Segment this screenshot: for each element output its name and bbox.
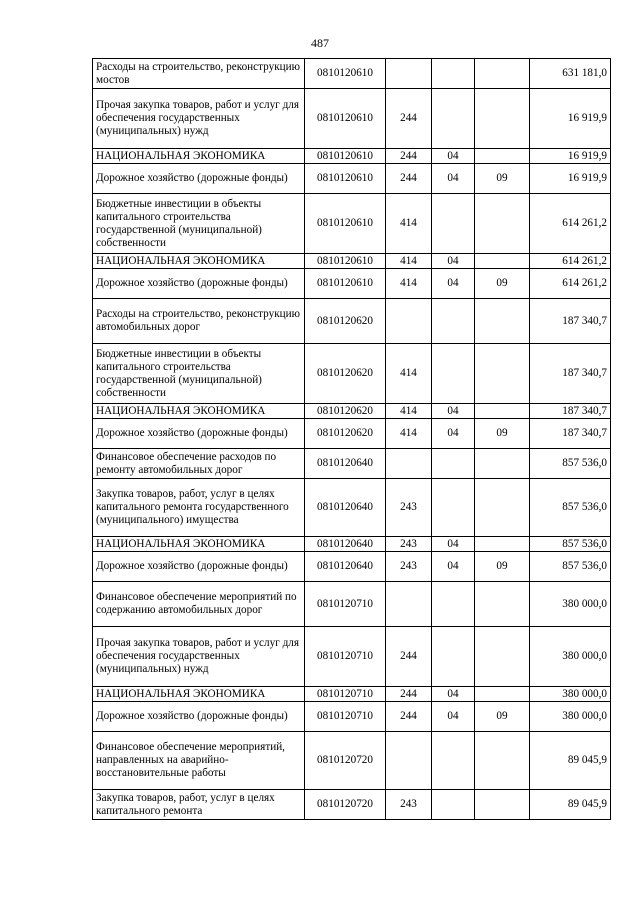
- row-code: 0810120620: [305, 419, 386, 449]
- row-name: Финансовое обеспечение мероприятий по содержанию автомобильных дорог: [93, 582, 305, 627]
- row-expense-type: 244: [386, 164, 432, 194]
- row-section: [432, 479, 475, 537]
- row-expense-type: 414: [386, 269, 432, 299]
- row-section: [432, 299, 475, 344]
- table-row: [93, 702, 611, 732]
- row-subsection: [475, 149, 530, 164]
- row-expense-type: 244: [386, 627, 432, 687]
- row-amount: 187 340,7: [530, 299, 611, 344]
- row-amount: 614 261,2: [530, 269, 611, 299]
- row-subsection: 09: [475, 269, 530, 299]
- row-amount: 857 536,0: [530, 552, 611, 582]
- row-section: 04: [432, 164, 475, 194]
- row-code: 0810120640: [305, 479, 386, 537]
- row-code: 0810120720: [305, 732, 386, 790]
- row-section: [432, 627, 475, 687]
- row-expense-type: 414: [386, 419, 432, 449]
- row-code: 0810120720: [305, 790, 386, 820]
- row-expense-type: [386, 582, 432, 627]
- table-row: [93, 790, 611, 820]
- row-section: [432, 790, 475, 820]
- row-amount: 857 536,0: [530, 449, 611, 479]
- row-code: 0810120610: [305, 59, 386, 89]
- table-row: [93, 552, 611, 582]
- row-section: [432, 59, 475, 89]
- row-subsection: [475, 59, 530, 89]
- row-name: НАЦИОНАЛЬНАЯ ЭКОНОМИКА: [93, 687, 305, 702]
- table-row: [93, 449, 611, 479]
- row-subsection: [475, 194, 530, 254]
- row-amount: 631 181,0: [530, 59, 611, 89]
- row-expense-type: [386, 299, 432, 344]
- row-subsection: [475, 537, 530, 552]
- row-subsection: [475, 449, 530, 479]
- row-name: Бюджетные инвестиции в объекты капитального строительства государственной (муниципальной) собственности: [93, 344, 305, 404]
- row-code: 0810120620: [305, 299, 386, 344]
- table-row: [93, 687, 611, 702]
- row-subsection: 09: [475, 164, 530, 194]
- row-expense-type: [386, 59, 432, 89]
- table-row: [93, 59, 611, 89]
- row-code: 0810120710: [305, 702, 386, 732]
- row-expense-type: 414: [386, 194, 432, 254]
- row-name: Дорожное хозяйство (дорожные фонды): [93, 702, 305, 732]
- table-row: [93, 732, 611, 790]
- row-subsection: [475, 299, 530, 344]
- row-name: Прочая закупка товаров, работ и услуг для обеспечения государственных (муниципальных) нужд: [93, 89, 305, 149]
- row-subsection: [475, 627, 530, 687]
- row-subsection: [475, 687, 530, 702]
- row-subsection: 09: [475, 552, 530, 582]
- row-name: НАЦИОНАЛЬНАЯ ЭКОНОМИКА: [93, 537, 305, 552]
- row-name: Дорожное хозяйство (дорожные фонды): [93, 269, 305, 299]
- row-section: 04: [432, 552, 475, 582]
- row-name: НАЦИОНАЛЬНАЯ ЭКОНОМИКА: [93, 149, 305, 164]
- row-amount: 380 000,0: [530, 582, 611, 627]
- row-name: НАЦИОНАЛЬНАЯ ЭКОНОМИКА: [93, 404, 305, 419]
- budget-table-body: [93, 59, 611, 820]
- row-subsection: [475, 404, 530, 419]
- row-amount: 380 000,0: [530, 627, 611, 687]
- table-row: [93, 164, 611, 194]
- row-section: 04: [432, 254, 475, 269]
- row-code: 0810120710: [305, 687, 386, 702]
- row-name: Расходы на строительство, реконструкцию автомобильных дорог: [93, 299, 305, 344]
- row-section: 04: [432, 269, 475, 299]
- table-row: [93, 194, 611, 254]
- row-section: [432, 449, 475, 479]
- row-section: 04: [432, 702, 475, 732]
- row-subsection: [475, 732, 530, 790]
- row-expense-type: 244: [386, 149, 432, 164]
- row-subsection: [475, 89, 530, 149]
- table-row: [93, 537, 611, 552]
- row-code: 0810120610: [305, 149, 386, 164]
- row-subsection: [475, 344, 530, 404]
- row-subsection: [475, 479, 530, 537]
- row-expense-type: 244: [386, 89, 432, 149]
- row-section: [432, 194, 475, 254]
- row-code: 0810120610: [305, 254, 386, 269]
- row-amount: 380 000,0: [530, 687, 611, 702]
- row-amount: 187 340,7: [530, 344, 611, 404]
- row-section: 04: [432, 149, 475, 164]
- row-name: Прочая закупка товаров, работ и услуг для обеспечения государственных (муниципальных) нужд: [93, 627, 305, 687]
- row-amount: 89 045,9: [530, 732, 611, 790]
- row-code: 0810120710: [305, 582, 386, 627]
- row-code: 0810120640: [305, 449, 386, 479]
- row-amount: 857 536,0: [530, 537, 611, 552]
- row-name: Закупка товаров, работ, услуг в целях капитального ремонта: [93, 790, 305, 820]
- row-subsection: [475, 790, 530, 820]
- row-section: [432, 344, 475, 404]
- row-name: Дорожное хозяйство (дорожные фонды): [93, 552, 305, 582]
- budget-table: [92, 58, 611, 820]
- row-amount: 380 000,0: [530, 702, 611, 732]
- row-code: 0810120610: [305, 269, 386, 299]
- row-name: Дорожное хозяйство (дорожные фонды): [93, 164, 305, 194]
- row-code: 0810120710: [305, 627, 386, 687]
- page-number: 487: [311, 36, 329, 50]
- row-expense-type: 243: [386, 479, 432, 537]
- row-section: [432, 732, 475, 790]
- row-name: Финансовое обеспечение мероприятий, направленных на аварийно-восстановительные работы: [93, 732, 305, 790]
- row-code: 0810120610: [305, 164, 386, 194]
- row-code: 0810120620: [305, 404, 386, 419]
- row-subsection: 09: [475, 419, 530, 449]
- row-code: 0810120610: [305, 89, 386, 149]
- row-expense-type: 243: [386, 537, 432, 552]
- row-name: Финансовое обеспечение расходов по ремонту автомобильных дорог: [93, 449, 305, 479]
- row-section: [432, 582, 475, 627]
- table-row: [93, 344, 611, 404]
- row-section: 04: [432, 687, 475, 702]
- row-expense-type: 414: [386, 344, 432, 404]
- row-amount: 16 919,9: [530, 89, 611, 149]
- row-expense-type: [386, 449, 432, 479]
- row-amount: 187 340,7: [530, 404, 611, 419]
- row-amount: 187 340,7: [530, 419, 611, 449]
- row-amount: 89 045,9: [530, 790, 611, 820]
- row-expense-type: 243: [386, 552, 432, 582]
- row-amount: 614 261,2: [530, 254, 611, 269]
- row-expense-type: [386, 732, 432, 790]
- row-amount: 16 919,9: [530, 149, 611, 164]
- table-row: [93, 627, 611, 687]
- row-subsection: 09: [475, 702, 530, 732]
- row-section: 04: [432, 537, 475, 552]
- row-expense-type: 414: [386, 254, 432, 269]
- row-code: 0810120610: [305, 194, 386, 254]
- row-name: Закупка товаров, работ, услуг в целях капитального ремонта государственного (муниципального) имущества: [93, 479, 305, 537]
- row-amount: 857 536,0: [530, 479, 611, 537]
- row-name: Бюджетные инвестиции в объекты капитального строительства государственной (муниципальной) собственности: [93, 194, 305, 254]
- row-code: 0810120620: [305, 344, 386, 404]
- table-row: [93, 404, 611, 419]
- table-row: [93, 149, 611, 164]
- row-subsection: [475, 254, 530, 269]
- table-row: [93, 419, 611, 449]
- row-name: НАЦИОНАЛЬНАЯ ЭКОНОМИКА: [93, 254, 305, 269]
- row-section: 04: [432, 419, 475, 449]
- table-row: [93, 254, 611, 269]
- row-expense-type: 244: [386, 687, 432, 702]
- table-row: [93, 269, 611, 299]
- row-name: Расходы на строительство, реконструкцию мостов: [93, 59, 305, 89]
- row-section: [432, 89, 475, 149]
- row-amount: 16 919,9: [530, 164, 611, 194]
- table-row: [93, 89, 611, 149]
- table-row: [93, 299, 611, 344]
- row-expense-type: 244: [386, 702, 432, 732]
- table-row: [93, 582, 611, 627]
- row-section: 04: [432, 404, 475, 419]
- row-expense-type: 414: [386, 404, 432, 419]
- table-row: [93, 479, 611, 537]
- row-expense-type: 243: [386, 790, 432, 820]
- row-code: 0810120640: [305, 552, 386, 582]
- row-name: Дорожное хозяйство (дорожные фонды): [93, 419, 305, 449]
- row-subsection: [475, 582, 530, 627]
- row-amount: 614 261,2: [530, 194, 611, 254]
- row-code: 0810120640: [305, 537, 386, 552]
